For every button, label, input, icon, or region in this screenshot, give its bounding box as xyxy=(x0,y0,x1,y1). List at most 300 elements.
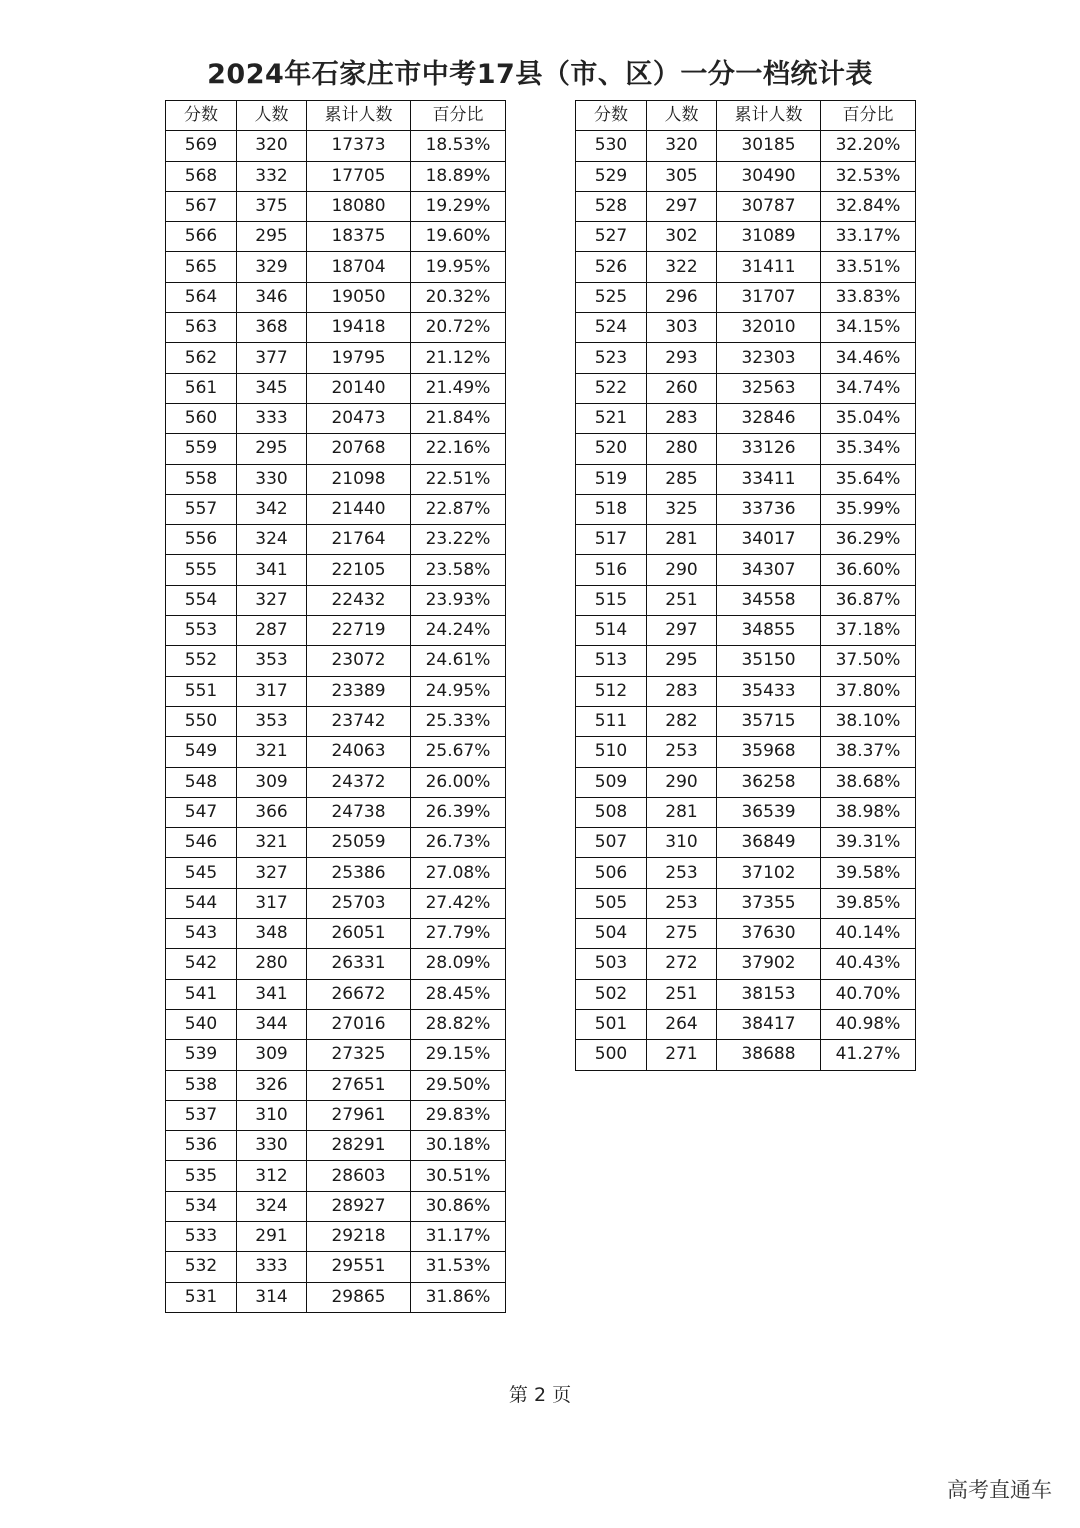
cell-count: 330 xyxy=(237,464,307,494)
header-cumulative: 累计人数 xyxy=(307,101,411,131)
cell-cumulative: 23072 xyxy=(307,646,411,676)
cell-percent: 28.45% xyxy=(411,979,506,1009)
cell-percent: 30.18% xyxy=(411,1131,506,1161)
cell-cumulative: 34307 xyxy=(717,555,821,585)
table-row xyxy=(166,1131,506,1161)
cell-percent: 34.46% xyxy=(821,343,916,373)
cell-score: 513 xyxy=(576,646,647,676)
cell-score: 541 xyxy=(166,979,237,1009)
cell-count: 320 xyxy=(647,131,717,161)
cell-score: 562 xyxy=(166,343,237,373)
cell-cumulative: 38688 xyxy=(717,1040,821,1070)
cell-count: 353 xyxy=(237,646,307,676)
cell-percent: 28.09% xyxy=(411,949,506,979)
cell-percent: 22.51% xyxy=(411,464,506,494)
cell-cumulative: 17705 xyxy=(307,161,411,191)
cell-percent: 28.82% xyxy=(411,1009,506,1039)
cell-cumulative: 35715 xyxy=(717,706,821,736)
cell-percent: 38.68% xyxy=(821,767,916,797)
cell-score: 561 xyxy=(166,373,237,403)
cell-count: 251 xyxy=(647,585,717,615)
cell-score: 554 xyxy=(166,585,237,615)
cell-count: 348 xyxy=(237,919,307,949)
table-row xyxy=(166,616,506,646)
table-row xyxy=(576,222,916,252)
cell-percent: 36.29% xyxy=(821,525,916,555)
cell-score: 507 xyxy=(576,828,647,858)
cell-count: 368 xyxy=(237,313,307,343)
cell-score: 527 xyxy=(576,222,647,252)
table-row xyxy=(576,1040,916,1070)
cell-score: 506 xyxy=(576,858,647,888)
cell-cumulative: 36258 xyxy=(717,767,821,797)
cell-cumulative: 33736 xyxy=(717,494,821,524)
table-row xyxy=(166,737,506,767)
table-row xyxy=(576,403,916,433)
cell-percent: 35.34% xyxy=(821,434,916,464)
cell-score: 568 xyxy=(166,161,237,191)
cell-cumulative: 34558 xyxy=(717,585,821,615)
cell-cumulative: 17373 xyxy=(307,131,411,161)
cell-percent: 38.37% xyxy=(821,737,916,767)
cell-score: 538 xyxy=(166,1070,237,1100)
table-row xyxy=(166,313,506,343)
cell-percent: 26.00% xyxy=(411,767,506,797)
table-row xyxy=(576,737,916,767)
table-row xyxy=(576,464,916,494)
cell-score: 519 xyxy=(576,464,647,494)
cell-score: 539 xyxy=(166,1040,237,1070)
cell-percent: 23.93% xyxy=(411,585,506,615)
cell-cumulative: 30787 xyxy=(717,191,821,221)
table-row xyxy=(166,888,506,918)
cell-score: 564 xyxy=(166,282,237,312)
cell-percent: 21.49% xyxy=(411,373,506,403)
cell-count: 291 xyxy=(237,1221,307,1251)
table-row xyxy=(166,161,506,191)
cell-count: 310 xyxy=(237,1100,307,1130)
cell-cumulative: 35433 xyxy=(717,676,821,706)
cell-percent: 27.42% xyxy=(411,888,506,918)
cell-score: 552 xyxy=(166,646,237,676)
cell-score: 528 xyxy=(576,191,647,221)
cell-count: 322 xyxy=(647,252,717,282)
cell-percent: 22.87% xyxy=(411,494,506,524)
cell-count: 283 xyxy=(647,676,717,706)
cell-percent: 39.31% xyxy=(821,828,916,858)
cell-cumulative: 38417 xyxy=(717,1009,821,1039)
cell-cumulative: 25386 xyxy=(307,858,411,888)
cell-percent: 39.85% xyxy=(821,888,916,918)
cell-count: 332 xyxy=(237,161,307,191)
cell-count: 341 xyxy=(237,555,307,585)
table-row xyxy=(576,646,916,676)
cell-cumulative: 32563 xyxy=(717,373,821,403)
table-row xyxy=(166,464,506,494)
table-row xyxy=(576,797,916,827)
table-row xyxy=(166,373,506,403)
cell-percent: 18.89% xyxy=(411,161,506,191)
cell-score: 517 xyxy=(576,525,647,555)
cell-cumulative: 27651 xyxy=(307,1070,411,1100)
cell-cumulative: 32303 xyxy=(717,343,821,373)
cell-cumulative: 25703 xyxy=(307,888,411,918)
watermark: 高考直通车 xyxy=(947,1478,1052,1502)
table-row xyxy=(166,1161,506,1191)
cell-count: 324 xyxy=(237,525,307,555)
cell-score: 565 xyxy=(166,252,237,282)
cell-percent: 29.15% xyxy=(411,1040,506,1070)
cell-percent: 19.60% xyxy=(411,222,506,252)
cell-cumulative: 23389 xyxy=(307,676,411,706)
cell-percent: 25.33% xyxy=(411,706,506,736)
cell-score: 563 xyxy=(166,313,237,343)
cell-cumulative: 33126 xyxy=(717,434,821,464)
header-cumulative: 累计人数 xyxy=(717,101,821,131)
cell-percent: 35.64% xyxy=(821,464,916,494)
cell-cumulative: 35968 xyxy=(717,737,821,767)
cell-percent: 33.51% xyxy=(821,252,916,282)
cell-score: 533 xyxy=(166,1221,237,1251)
cell-count: 324 xyxy=(237,1191,307,1221)
cell-count: 260 xyxy=(647,373,717,403)
cell-score: 535 xyxy=(166,1161,237,1191)
cell-count: 345 xyxy=(237,373,307,403)
cell-cumulative: 21098 xyxy=(307,464,411,494)
cell-cumulative: 33411 xyxy=(717,464,821,494)
cell-percent: 30.51% xyxy=(411,1161,506,1191)
cell-score: 509 xyxy=(576,767,647,797)
table-row xyxy=(576,949,916,979)
table-row xyxy=(166,191,506,221)
score-table-right xyxy=(575,100,916,1071)
header-score: 分数 xyxy=(576,101,647,131)
table-row xyxy=(166,919,506,949)
cell-cumulative: 18080 xyxy=(307,191,411,221)
cell-percent: 19.29% xyxy=(411,191,506,221)
cell-count: 377 xyxy=(237,343,307,373)
cell-cumulative: 32010 xyxy=(717,313,821,343)
cell-score: 522 xyxy=(576,373,647,403)
cell-cumulative: 27325 xyxy=(307,1040,411,1070)
table-row xyxy=(576,585,916,615)
table-row xyxy=(576,282,916,312)
cell-cumulative: 35150 xyxy=(717,646,821,676)
table-row xyxy=(166,282,506,312)
cell-cumulative: 22432 xyxy=(307,585,411,615)
cell-score: 536 xyxy=(166,1131,237,1161)
cell-cumulative: 28927 xyxy=(307,1191,411,1221)
cell-count: 333 xyxy=(237,403,307,433)
table-row xyxy=(576,616,916,646)
cell-percent: 31.53% xyxy=(411,1252,506,1282)
cell-cumulative: 26331 xyxy=(307,949,411,979)
table-row xyxy=(576,888,916,918)
cell-cumulative: 21440 xyxy=(307,494,411,524)
cell-count: 275 xyxy=(647,919,717,949)
cell-cumulative: 34855 xyxy=(717,616,821,646)
table-row xyxy=(166,797,506,827)
header-score: 分数 xyxy=(166,101,237,131)
cell-count: 309 xyxy=(237,1040,307,1070)
cell-score: 521 xyxy=(576,403,647,433)
cell-percent: 18.53% xyxy=(411,131,506,161)
table-row xyxy=(166,252,506,282)
cell-cumulative: 37630 xyxy=(717,919,821,949)
table-row xyxy=(166,767,506,797)
cell-score: 514 xyxy=(576,616,647,646)
cell-cumulative: 26672 xyxy=(307,979,411,1009)
cell-score: 520 xyxy=(576,434,647,464)
cell-percent: 35.04% xyxy=(821,403,916,433)
table-row xyxy=(166,494,506,524)
cell-count: 353 xyxy=(237,706,307,736)
cell-percent: 26.39% xyxy=(411,797,506,827)
cell-count: 281 xyxy=(647,525,717,555)
cell-percent: 38.10% xyxy=(821,706,916,736)
table-row xyxy=(166,979,506,1009)
table-row xyxy=(576,191,916,221)
cell-percent: 36.87% xyxy=(821,585,916,615)
cell-cumulative: 19050 xyxy=(307,282,411,312)
table-row xyxy=(576,252,916,282)
cell-score: 558 xyxy=(166,464,237,494)
cell-score: 529 xyxy=(576,161,647,191)
cell-count: 253 xyxy=(647,858,717,888)
cell-count: 326 xyxy=(237,1070,307,1100)
cell-count: 302 xyxy=(647,222,717,252)
cell-score: 567 xyxy=(166,191,237,221)
table-header-row xyxy=(576,101,916,131)
cell-score: 537 xyxy=(166,1100,237,1130)
table-row xyxy=(166,1100,506,1130)
table-row xyxy=(576,313,916,343)
table-row xyxy=(576,858,916,888)
cell-count: 312 xyxy=(237,1161,307,1191)
cell-percent: 26.73% xyxy=(411,828,506,858)
cell-cumulative: 28291 xyxy=(307,1131,411,1161)
cell-count: 314 xyxy=(237,1282,307,1312)
cell-score: 532 xyxy=(166,1252,237,1282)
cell-count: 329 xyxy=(237,252,307,282)
cell-percent: 39.58% xyxy=(821,858,916,888)
table-row xyxy=(576,525,916,555)
cell-score: 525 xyxy=(576,282,647,312)
cell-score: 500 xyxy=(576,1040,647,1070)
cell-percent: 19.95% xyxy=(411,252,506,282)
cell-score: 549 xyxy=(166,737,237,767)
table-row xyxy=(576,979,916,1009)
cell-percent: 31.17% xyxy=(411,1221,506,1251)
cell-count: 282 xyxy=(647,706,717,736)
table-row xyxy=(576,373,916,403)
cell-score: 569 xyxy=(166,131,237,161)
cell-cumulative: 30490 xyxy=(717,161,821,191)
cell-score: 511 xyxy=(576,706,647,736)
cell-score: 546 xyxy=(166,828,237,858)
table-row xyxy=(166,555,506,585)
table-row xyxy=(576,767,916,797)
table-row xyxy=(166,646,506,676)
table-row xyxy=(166,676,506,706)
cell-count: 272 xyxy=(647,949,717,979)
cell-score: 556 xyxy=(166,525,237,555)
cell-cumulative: 31707 xyxy=(717,282,821,312)
cell-count: 293 xyxy=(647,343,717,373)
cell-percent: 29.50% xyxy=(411,1070,506,1100)
cell-cumulative: 37102 xyxy=(717,858,821,888)
cell-count: 310 xyxy=(647,828,717,858)
cell-score: 530 xyxy=(576,131,647,161)
table-row xyxy=(576,919,916,949)
cell-score: 516 xyxy=(576,555,647,585)
cell-score: 510 xyxy=(576,737,647,767)
cell-count: 290 xyxy=(647,555,717,585)
cell-count: 317 xyxy=(237,676,307,706)
cell-percent: 36.60% xyxy=(821,555,916,585)
table-row xyxy=(166,1252,506,1282)
cell-score: 543 xyxy=(166,919,237,949)
cell-cumulative: 36849 xyxy=(717,828,821,858)
cell-percent: 40.70% xyxy=(821,979,916,1009)
cell-cumulative: 21764 xyxy=(307,525,411,555)
cell-count: 330 xyxy=(237,1131,307,1161)
cell-percent: 32.84% xyxy=(821,191,916,221)
cell-percent: 27.08% xyxy=(411,858,506,888)
cell-count: 309 xyxy=(237,767,307,797)
cell-cumulative: 24738 xyxy=(307,797,411,827)
table-row xyxy=(576,828,916,858)
cell-count: 280 xyxy=(237,949,307,979)
cell-count: 321 xyxy=(237,828,307,858)
cell-count: 287 xyxy=(237,616,307,646)
cell-percent: 29.83% xyxy=(411,1100,506,1130)
cell-count: 344 xyxy=(237,1009,307,1039)
cell-count: 251 xyxy=(647,979,717,1009)
cell-percent: 35.99% xyxy=(821,494,916,524)
header-count: 人数 xyxy=(647,101,717,131)
cell-count: 280 xyxy=(647,434,717,464)
table-row xyxy=(166,1191,506,1221)
table-row xyxy=(576,676,916,706)
table-row xyxy=(166,949,506,979)
table-row xyxy=(166,343,506,373)
cell-cumulative: 38153 xyxy=(717,979,821,1009)
cell-count: 375 xyxy=(237,191,307,221)
table-row xyxy=(576,555,916,585)
table-row xyxy=(166,525,506,555)
table-row xyxy=(576,131,916,161)
cell-count: 297 xyxy=(647,191,717,221)
cell-score: 545 xyxy=(166,858,237,888)
table-row xyxy=(166,1221,506,1251)
cell-cumulative: 32846 xyxy=(717,403,821,433)
cell-cumulative: 27961 xyxy=(307,1100,411,1130)
cell-score: 542 xyxy=(166,949,237,979)
table-row xyxy=(576,706,916,736)
table-row xyxy=(166,434,506,464)
cell-score: 534 xyxy=(166,1191,237,1221)
cell-percent: 25.67% xyxy=(411,737,506,767)
cell-score: 518 xyxy=(576,494,647,524)
header-count: 人数 xyxy=(237,101,307,131)
page-number: 第 2 页 xyxy=(508,1384,572,1406)
cell-percent: 37.18% xyxy=(821,616,916,646)
cell-score: 551 xyxy=(166,676,237,706)
cell-percent: 33.17% xyxy=(821,222,916,252)
page-title: 2024年石家庄市中考17县（市、区）一分一档统计表 xyxy=(207,59,873,90)
cell-count: 296 xyxy=(647,282,717,312)
cell-cumulative: 19795 xyxy=(307,343,411,373)
table-row xyxy=(166,1009,506,1039)
cell-count: 253 xyxy=(647,888,717,918)
cell-count: 285 xyxy=(647,464,717,494)
cell-percent: 40.98% xyxy=(821,1009,916,1039)
cell-percent: 31.86% xyxy=(411,1282,506,1312)
cell-count: 341 xyxy=(237,979,307,1009)
cell-score: 547 xyxy=(166,797,237,827)
table-row xyxy=(576,161,916,191)
cell-percent: 21.84% xyxy=(411,403,506,433)
cell-count: 253 xyxy=(647,737,717,767)
cell-cumulative: 22105 xyxy=(307,555,411,585)
cell-cumulative: 36539 xyxy=(717,797,821,827)
table-row xyxy=(166,403,506,433)
cell-score: 566 xyxy=(166,222,237,252)
cell-percent: 23.58% xyxy=(411,555,506,585)
cell-percent: 27.79% xyxy=(411,919,506,949)
cell-percent: 40.14% xyxy=(821,919,916,949)
cell-cumulative: 37902 xyxy=(717,949,821,979)
table-row xyxy=(166,585,506,615)
cell-cumulative: 20140 xyxy=(307,373,411,403)
cell-score: 515 xyxy=(576,585,647,615)
cell-score: 531 xyxy=(166,1282,237,1312)
cell-count: 305 xyxy=(647,161,717,191)
cell-count: 271 xyxy=(647,1040,717,1070)
cell-score: 557 xyxy=(166,494,237,524)
cell-cumulative: 18375 xyxy=(307,222,411,252)
table-row xyxy=(166,1282,506,1312)
table-row xyxy=(166,131,506,161)
table-row xyxy=(576,434,916,464)
cell-count: 346 xyxy=(237,282,307,312)
cell-cumulative: 19418 xyxy=(307,313,411,343)
cell-score: 548 xyxy=(166,767,237,797)
cell-score: 553 xyxy=(166,616,237,646)
cell-score: 505 xyxy=(576,888,647,918)
cell-cumulative: 31089 xyxy=(717,222,821,252)
cell-count: 295 xyxy=(647,646,717,676)
cell-count: 297 xyxy=(647,616,717,646)
cell-count: 264 xyxy=(647,1009,717,1039)
table-row xyxy=(166,828,506,858)
cell-score: 544 xyxy=(166,888,237,918)
table-row xyxy=(576,343,916,373)
cell-percent: 20.32% xyxy=(411,282,506,312)
cell-score: 501 xyxy=(576,1009,647,1039)
cell-percent: 24.24% xyxy=(411,616,506,646)
cell-cumulative: 34017 xyxy=(717,525,821,555)
cell-count: 333 xyxy=(237,1252,307,1282)
cell-score: 560 xyxy=(166,403,237,433)
cell-count: 327 xyxy=(237,585,307,615)
cell-count: 342 xyxy=(237,494,307,524)
cell-count: 327 xyxy=(237,858,307,888)
cell-count: 366 xyxy=(237,797,307,827)
cell-percent: 32.53% xyxy=(821,161,916,191)
cell-cumulative: 29218 xyxy=(307,1221,411,1251)
